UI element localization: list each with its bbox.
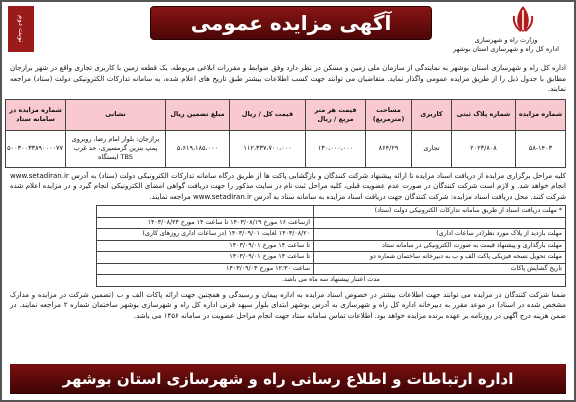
corner-tag: نوبت دوم (8, 6, 34, 52)
col-header: شماره مزایده در سامانه ستاد (6, 99, 66, 130)
schedule-validity: مدت اعتبار پیشنهاد سه ماه می باشد. (97, 275, 566, 287)
col-header: قیمت کل / ریال (230, 99, 306, 130)
lot-table (5, 99, 566, 168)
schedule-row (97, 252, 566, 264)
schedule-row (97, 217, 566, 229)
schedule-value (97, 206, 314, 218)
schedule-row (97, 206, 566, 218)
col-header: قیمت هر متر مربع / ریال (306, 99, 366, 130)
schedule-value: تا ساعت ۱۴ مورخ ۱۴۰۳/۰۹/۰۱ (97, 240, 314, 252)
iran-emblem-icon (508, 4, 538, 34)
plate-number-cell: ۲۰۲۳/۸۰۸ (452, 130, 516, 167)
schedule-table (96, 205, 566, 287)
ministry-name (446, 36, 566, 54)
schedule-row (97, 229, 566, 241)
col-header: نشانی (66, 99, 166, 130)
page-title: آگهی مزایده عمومی (150, 6, 432, 40)
footer-text: ضمنا شرکت کنندگان در مزایده می توانند جهت اطلاعات بیشتر در خصوص اسناد مزایده به اداره پیمان و رسیدگی و همچنین جهت ارائه پاکات الف و ب (تضمین شرکت در مزایده و مدارک مشخص شده در اسناد) در موعد مقرر به دبیرخانه اداره کل راه و شهرسازی به آدرس بوشهر ابتدای بلوار سپهد قرنی اداره کل راه و شهرسازی بوشهر ساختمان شماره ۲ مراجعه نمایند. در ضمن هزینه درج آگهی در روزنامه بر عهده برنده مزایده خواهد بود. اطلاعات تماس سامانه ستاد جهت انجام مراحل عضویت در سامانه ۱۴۵۶ می باشد. (10, 290, 566, 320)
schedule-value: ازساعت ۱۶ مورخ ۱۴۰۳/۰۸/۱۹ تا ساعت ۱۴ مورخ ۱۴۰۳/۰۸/۲۴ (97, 217, 314, 229)
schedule-value: ۱۴۰۳/۰۸/۲۰ لغایت ۱۴۰۳/۰۹/۰۱ (در ساعات اداری روزهای کاری) (97, 229, 314, 241)
schedule-label: * مهلت دریافت اسناد از طریق سامانه تدارکات الکترونیکی دولت (ستاد) (314, 206, 566, 218)
setad-number-cell: ۵۰۰۳۰۰۳۳۸۹۰۰۰۰۷۷ (6, 130, 66, 167)
auction-number-cell: ۵۸-۱۴۰۳ (516, 130, 566, 167)
schedule-row (97, 240, 566, 252)
col-header: کاربری (412, 99, 452, 130)
schedule-row (97, 263, 566, 275)
notes-text: کلیه مراحل برگزاری مزایده از دریافت اسناد مزایده تا ارائه پیشنهاد شرکت کنندگان و بازگشایی پاکت ها از طریق درگاه سامانه تدارکات الکترونیکی دولت (ستاد) به آدرس www.setadiran.ir انجام خواهد شد. و لازم است شرکت کنندگان در صورت عدم عضویت قبلی، کلیه مراحل ثبت نام در سایت مذکور را جهت دریافت گواهی امضای الکترونیکی انجام گیرد و در مزایده اعلام شده شرکت کنند. محل دریافت اسناد مزایده: شرکت کنندگان جهت دریافت اسناد مزایده به سامانه ستاد به آدرس www.setadiran.ir مراجعه نمایند. (10, 171, 566, 201)
address-cell: برازجان: بلوار امام رضا، روبروی پمپ بنزین گرمسیری، حد غرب TBS ایستگاه (66, 130, 166, 167)
schedule-label: تاریخ گشایش پاکات (314, 263, 566, 275)
schedule-value: ساعت ۱۲:۳۰ مورخ ۱۴۰۳/۰۹/۰۳ (97, 263, 314, 275)
col-header: مساحت (مترمربع) (366, 99, 412, 130)
guarantee-cell: ۵،۶۱۹،۱۸۵،۰۰۰ (166, 130, 230, 167)
schedule-label: مهلت بارگذاری و پیشنهاد قیمت به صورت الکترونیکی در سامانه ستاد (314, 240, 566, 252)
ministry-line-1: وزارت راه و شهرسازی (474, 36, 538, 44)
col-header: شماره پلاک ثبتی (452, 99, 516, 130)
schedule-label: مهلت تحویل نسخه فیزیکی پاکت الف و ب به دبیرخانه ساختمان شماره دو (314, 252, 566, 264)
intro-text: اداره کل راه و شهرسازی استان بوشهر به نمایندگی از سازمان ملی زمین و مسکن در نظر دارد وفق ضوابط و مقررات ابلاغی مربوطه، یک قطعه زمین با کاربری تجاری واقع در شهر برازجان مطابق با جدول ذیل را از طریق مزایده عمومی واگذار نماید. متقاضیان می توانند جهت کسب اطلاعات بیشتر طبق تاریخ های اعلام شده، به سامانه تدارکات الکترونیکی دولت (ستاد) مراجعه نمایند. (10, 64, 566, 93)
ministry-line-2: اداره کل راه و شهرسازی استان بوشهر (453, 45, 559, 53)
area-cell: ۸۶۴/۲۹ (366, 130, 412, 167)
usage-cell: تجاری (412, 130, 452, 167)
table-header-row (6, 99, 566, 130)
table-row (6, 130, 566, 167)
schedule-label: مهلت بازدید از پلاک مورد نظر(در ساعات اداری) (314, 229, 566, 241)
col-header: شماره مزایده (516, 99, 566, 130)
col-header: مبلغ تضمین ریال (166, 99, 230, 130)
unit-price-cell: ۱۳۰،۰۰۰،۰۰۰ (306, 130, 366, 167)
total-price-cell: ۱۱۲،۳۳۷،۷۰۰،۰۰۰ (230, 130, 306, 167)
schedule-value: تا ساعت ۱۴ مورخ ۱۴۰۳/۰۹/۰۱ (97, 252, 314, 264)
schedule-row (97, 275, 566, 287)
footer-banner: اداره ارتباطات و اطلاع رسانی راه و شهرسازی استان بوشهر (10, 364, 566, 394)
schedule-label (314, 217, 566, 229)
header (2, 2, 574, 62)
